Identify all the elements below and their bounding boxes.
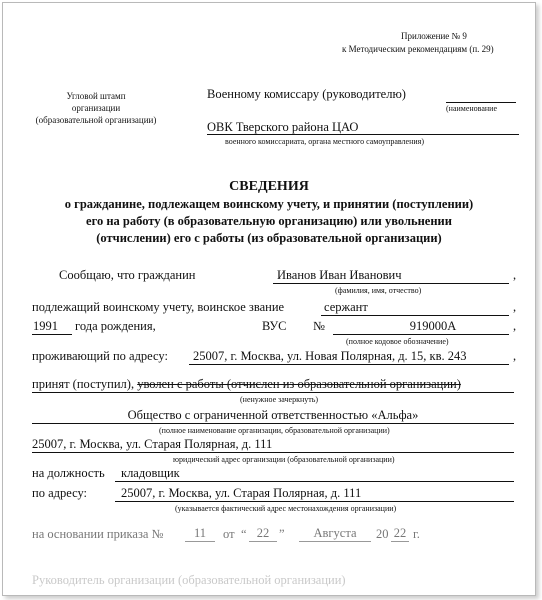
- position-value: кладовщик: [121, 466, 180, 480]
- corner-stamp: [31, 90, 161, 126]
- subtitle-line-2: его на работу (в образовательную организацию) или увольнении: [86, 214, 452, 228]
- order-year-suffix: 22: [393, 526, 407, 540]
- doc-title: СВЕДЕНИЯ: [229, 179, 309, 194]
- order-from-label: от: [223, 527, 235, 541]
- position-label: на должность: [32, 466, 105, 480]
- actual-address-caption: (указывается фактический адрес местонахождения организации): [175, 504, 397, 513]
- close-quote: ”: [279, 527, 285, 541]
- org-address-caption: юридический адрес организации (образовательной организации): [173, 455, 395, 464]
- order-month: Августа: [313, 526, 357, 540]
- rank-label: подлежащий воинскому учету, воинское звание: [32, 300, 285, 314]
- hired-line: [32, 377, 461, 392]
- org-address: 25007, г. Москва, ул. Старая Полярная, д. 111: [32, 437, 273, 451]
- option-separator: ,: [130, 377, 138, 391]
- vus-caption: (полное кодовое обозначение): [346, 337, 449, 346]
- vus-label: ВУС: [262, 319, 287, 333]
- address-value: 25007, г. Москва, ул. Новая Полярная, д. 15, кв. 243: [193, 349, 467, 363]
- doc-subtitle: [3, 196, 535, 247]
- head-label: Руководитель организации (образовательной организации): [32, 573, 346, 587]
- citizen-name-caption: (фамилия, имя, отчество): [335, 286, 422, 295]
- comma: ,: [513, 349, 517, 363]
- birth-year: 1991: [33, 319, 58, 333]
- org-name: Общество с ограниченной ответственностью «Альфа»: [127, 408, 419, 422]
- comma: ,: [513, 319, 517, 333]
- open-quote: “: [241, 527, 247, 541]
- comma: ,: [513, 268, 517, 282]
- appendix-reference: к Методическим рекомендациям (п. 29): [342, 44, 494, 54]
- corner-stamp-line-3: (образовательной организации): [35, 115, 157, 125]
- citizen-name: Иванов Иван Иванович: [277, 268, 402, 282]
- actual-address-label: по адресу:: [32, 486, 88, 500]
- dismissed-option: уволен с работы (отчислен из образовательной организации): [137, 377, 461, 391]
- order-day: 22: [256, 526, 270, 540]
- addressee-value: ОВК Тверского района ЦАО: [207, 120, 359, 134]
- subtitle-line-3: (отчислении) его с работы (из образовательной организации): [96, 231, 442, 245]
- hired-option: принят (поступил): [32, 377, 131, 391]
- appendix-number: Приложение № 9: [401, 31, 467, 41]
- addressee-label: Военному комиссару (руководителю): [207, 87, 406, 101]
- org-name-caption: (полное наименование организации, образовательной организации): [159, 426, 390, 435]
- subtitle-line-1: о гражданине, подлежащем воинскому учету, и принятии (поступлении): [64, 197, 474, 211]
- address-label: проживающий по адресу:: [32, 349, 168, 363]
- order-number: 11: [193, 526, 207, 540]
- order-year-unit: г.: [413, 527, 420, 541]
- citizen-label: Сообщаю, что гражданин: [59, 268, 196, 282]
- rank-value: сержант: [324, 300, 368, 314]
- order-label: на основании приказа №: [32, 527, 164, 541]
- addressee-caption: (наименование: [446, 104, 498, 113]
- document-page: [2, 2, 536, 596]
- corner-stamp-line-1: Угловой штамп: [66, 91, 126, 101]
- addressee-caption-full: военного комиссариата, органа местного самоуправления): [225, 137, 425, 146]
- actual-address-value: 25007, г. Москва, ул. Старая Полярная, д. 111: [121, 486, 362, 500]
- corner-stamp-line-2: организации: [71, 103, 121, 113]
- birth-year-label: года рождения,: [75, 319, 156, 333]
- comma: ,: [513, 300, 517, 314]
- vus-code: 919000А: [409, 319, 457, 333]
- order-year-prefix: 20: [376, 527, 389, 541]
- hired-caption: (ненужное зачеркнуть): [240, 395, 319, 404]
- vus-number-sign: №: [313, 319, 325, 333]
